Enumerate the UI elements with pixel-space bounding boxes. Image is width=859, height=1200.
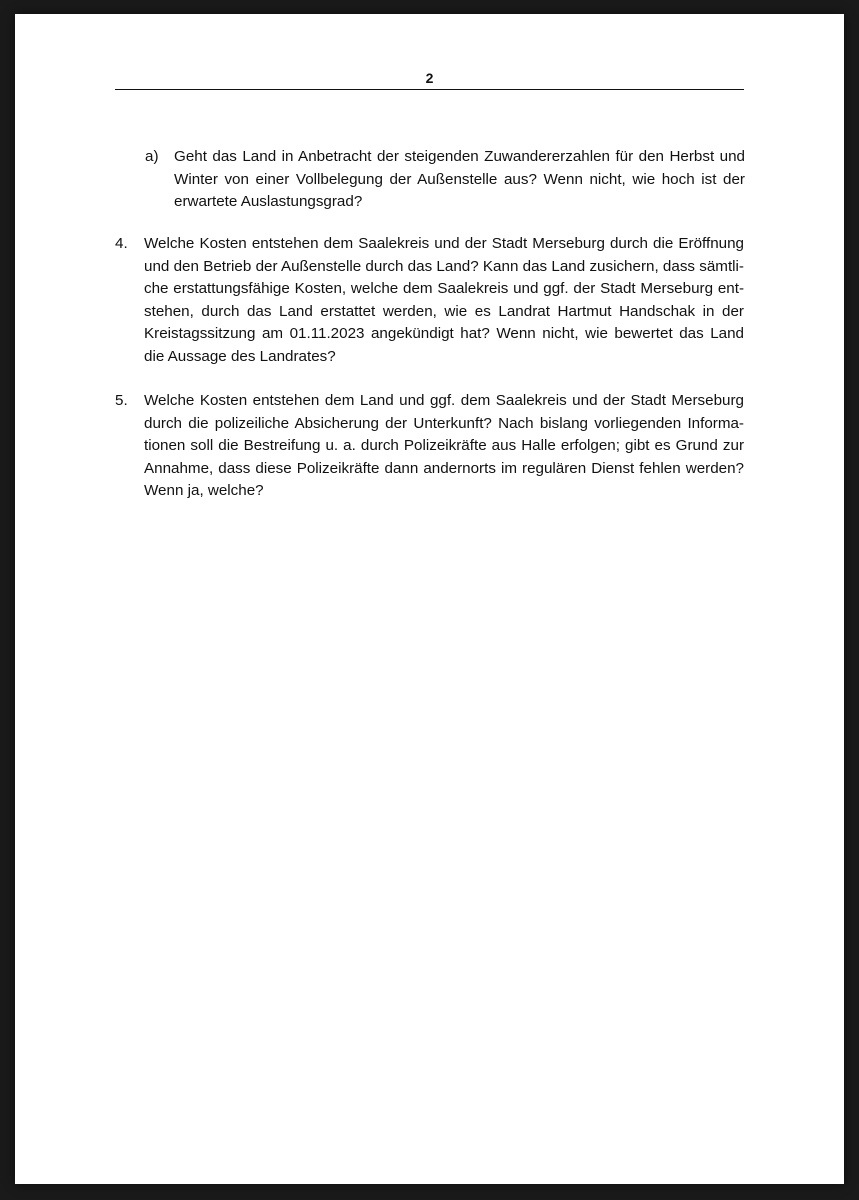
list-item-a bbox=[145, 146, 745, 216]
list-item-text bbox=[144, 233, 744, 368]
text-line: Kreistagssitzung am 01.11.2023 angekündigt hat? Wenn nicht, wie bewertet das Land bbox=[144, 325, 744, 342]
text-line: che erstattungsfähige Kosten, welche dem Saalekreis und ggf. der Stadt Merseburg ent- bbox=[144, 280, 744, 297]
page-number: 2 bbox=[425, 70, 434, 86]
list-item-text bbox=[174, 146, 745, 214]
text-line: Geht das Land in Anbetracht der steigenden Zuwandererzahlen für den Herbst und bbox=[174, 148, 745, 165]
text-line: Annahme, dass diese Polizeikräfte dann andernorts im regulären Dienst fehlen werden? bbox=[144, 459, 744, 477]
list-marker: 4. bbox=[115, 235, 128, 252]
document-page bbox=[15, 14, 844, 1184]
text-line: durch die polizeiliche Absicherung der Unterkunft? Nach bislang vorliegenden Informa- bbox=[144, 414, 744, 432]
text-line: erwartete Auslastungsgrad? bbox=[174, 193, 363, 210]
list-item-text bbox=[144, 390, 744, 503]
list-marker: a) bbox=[145, 148, 159, 165]
text-line: stehen, durch das Land erstattet werden, wie es Landrat Hartmut Handschak in der bbox=[144, 302, 744, 320]
list-marker: 5. bbox=[115, 392, 128, 409]
text-line: Welche Kosten entstehen dem Saalekreis und der Stadt Merseburg durch die Eröffnung bbox=[144, 235, 744, 252]
text-line: Welche Kosten entstehen dem Land und ggf. dem Saalekreis und der Stadt Merseburg bbox=[144, 392, 744, 409]
list-item-5 bbox=[115, 390, 745, 510]
text-line: Wenn ja, welche? bbox=[144, 482, 264, 499]
list-item-4 bbox=[115, 233, 745, 373]
text-line: Winter von einer Vollbelegung der Außenstelle aus? Wenn nicht, wie hoch ist der bbox=[174, 170, 745, 188]
text-line: die Aussage des Landrates? bbox=[144, 347, 336, 365]
header-divider bbox=[115, 89, 744, 90]
text-line: und den Betrieb der Außenstelle durch das Land? Kann das Land zusichern, dass sämtli- bbox=[144, 257, 744, 275]
text-line: tionen soll die Bestreifung u. a. durch Polizeikräfte aus Halle erfolgen; gibt es Grund zur bbox=[144, 437, 744, 454]
